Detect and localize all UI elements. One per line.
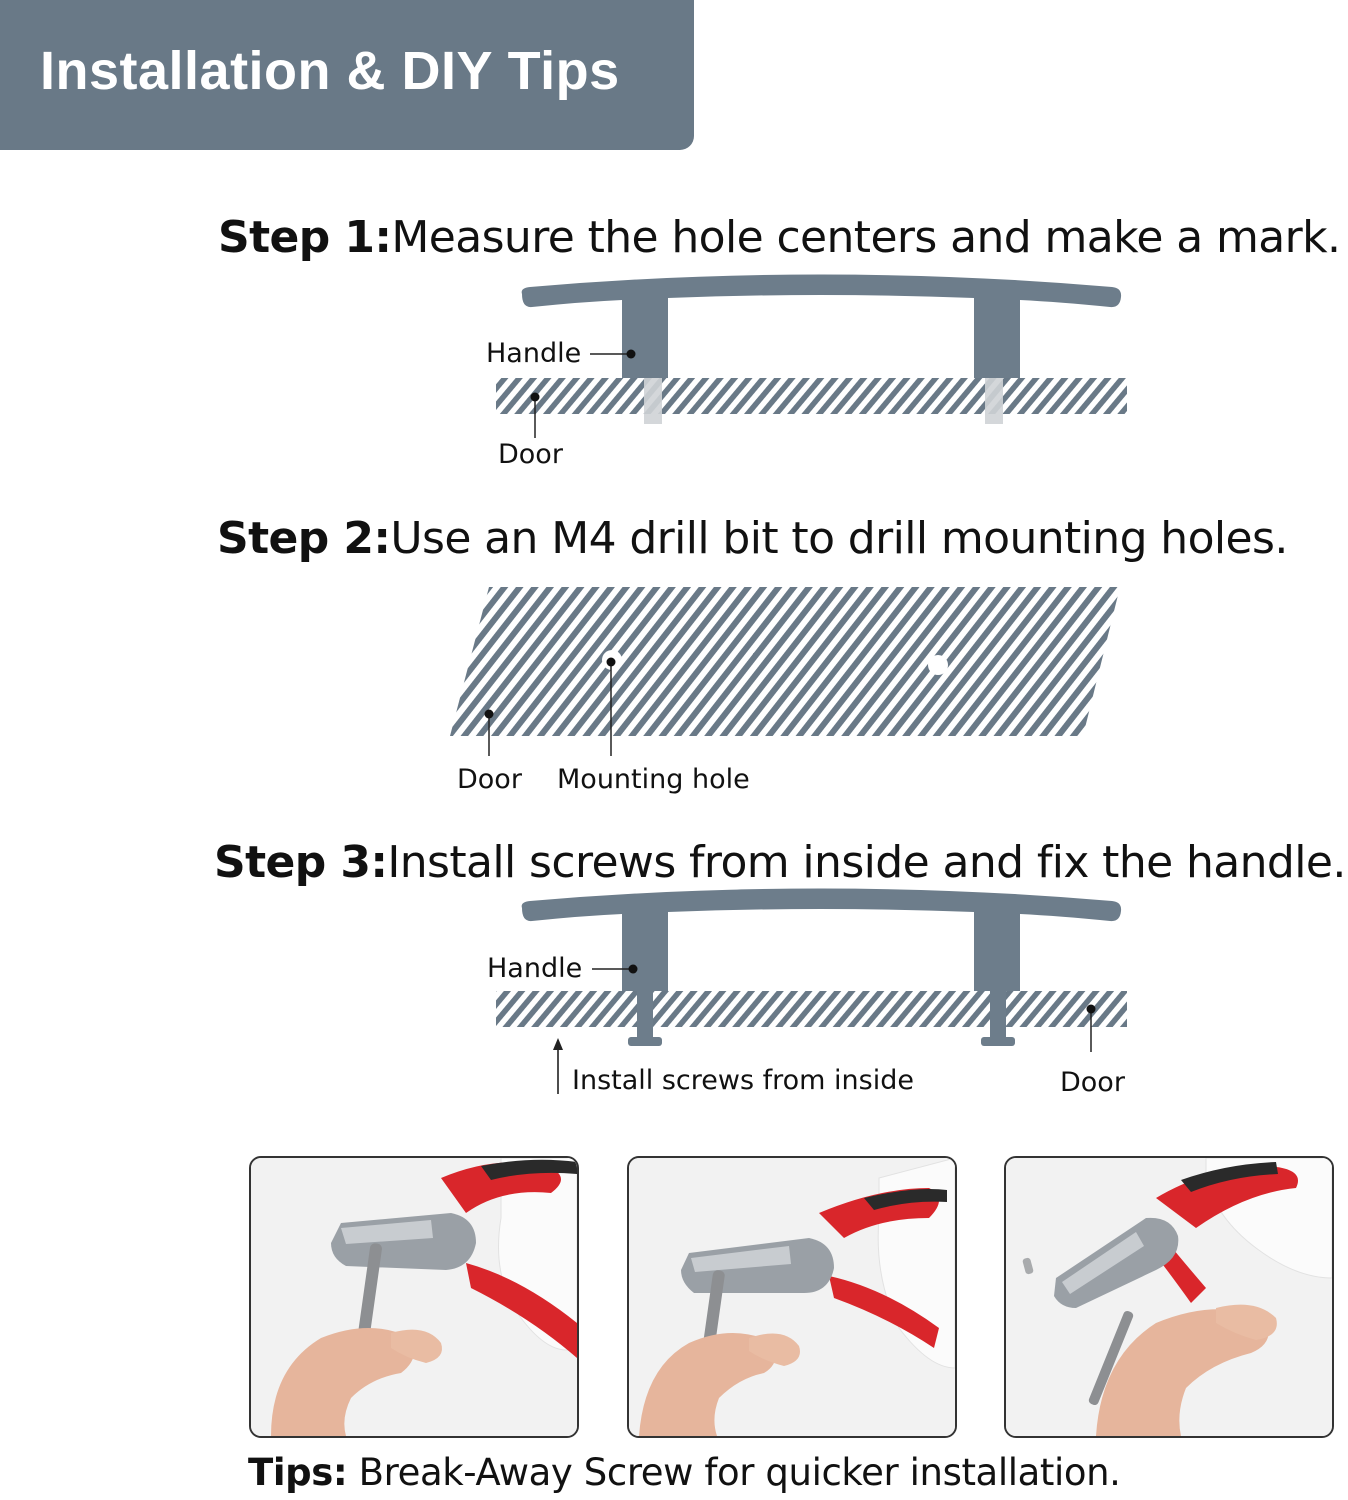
step-1-text: Measure the hole centers and make a mark.	[391, 212, 1341, 263]
door-pointer-dot	[1087, 1005, 1096, 1014]
install-arrow-head	[553, 1038, 563, 1050]
handle-pointer-dot	[629, 965, 638, 974]
step-2-text: Use an M4 drill bit to drill mounting holes.	[390, 513, 1288, 564]
door-panel	[496, 991, 1127, 1027]
step-2-mounting-hole-label: Mounting hole	[557, 764, 750, 795]
photo-screw-broken	[1004, 1156, 1334, 1438]
step-1-diagram	[496, 275, 1127, 439]
step-3-lead: Step 3:	[214, 837, 388, 888]
step-3-text: Install screws from inside and fix the handle.	[387, 837, 1346, 888]
door-pointer-dot	[531, 393, 540, 402]
step-3-door-label: Door	[1060, 1067, 1125, 1098]
step-1-lead: Step 1:	[218, 212, 392, 263]
hole-mark-right	[985, 378, 1003, 424]
step-3-diagram	[496, 889, 1127, 1098]
mounting-hole-pointer-dot	[607, 658, 616, 667]
step-2-lead: Step 2:	[217, 513, 391, 564]
mounting-hole-right	[928, 655, 948, 675]
photo-pliers-grip-screw	[249, 1156, 579, 1438]
step-2-diagram	[450, 587, 1120, 756]
step-3-install-screws-label: Install screws from inside	[572, 1065, 914, 1096]
step-1-door-label: Door	[498, 439, 563, 470]
door-panel-perspective	[450, 587, 1120, 736]
step-3-handle-label: Handle	[487, 953, 583, 984]
photo-pliers-break-screw	[627, 1156, 957, 1438]
step-2-door-label: Door	[457, 764, 522, 795]
handle-pointer-dot	[627, 350, 636, 359]
handle-shape	[522, 889, 1121, 992]
page-title: Installation & DIY Tips	[40, 41, 620, 101]
tips-text	[248, 1451, 1121, 1494]
handle-shape	[522, 275, 1121, 379]
door-panel	[496, 378, 1127, 414]
hole-mark-left	[644, 378, 662, 424]
tips-lead: Tips:	[248, 1451, 348, 1494]
step-1-handle-label: Handle	[486, 338, 582, 369]
door-pointer-dot	[485, 710, 494, 719]
tips-body: Break-Away Screw for quicker installation.	[347, 1451, 1121, 1494]
